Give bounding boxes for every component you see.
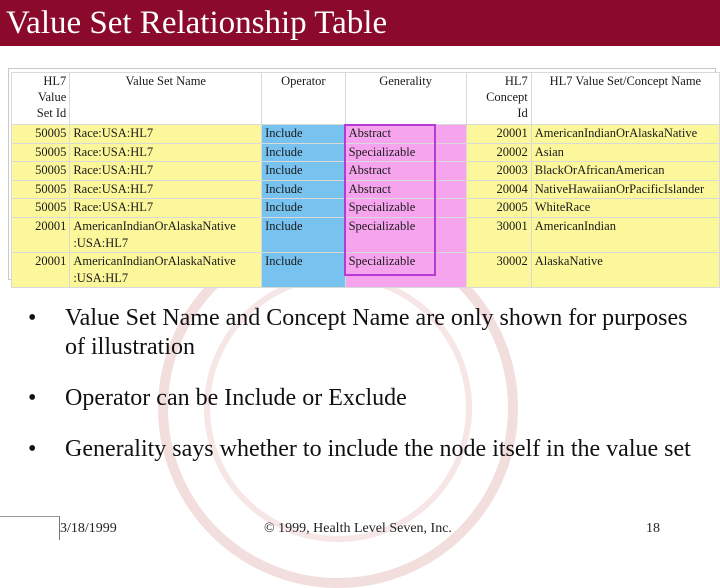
footer-page-number: 18 [646, 521, 660, 536]
cell-generality: Abstract [345, 162, 466, 181]
footer-copyright: © 1999, Health Level Seven, Inc. [264, 521, 452, 536]
cell-operator: Include [262, 143, 346, 162]
table-row [12, 252, 720, 287]
cell-concept-id: 20003 [466, 162, 531, 181]
cell-value-set-id: 20001 [12, 252, 70, 287]
header-concept-id: HL7 Concept Id [466, 73, 531, 125]
cell-operator: Include [262, 252, 346, 287]
cell-concept-id: 20005 [466, 199, 531, 218]
bullet-item [28, 435, 708, 464]
cell-generality: Specializable [345, 217, 466, 252]
cell-concept-name: BlackOrAfricanAmerican [531, 162, 719, 181]
cell-concept-name: WhiteRace [531, 199, 719, 218]
cell-concept-id: 20001 [466, 125, 531, 144]
bullet-text: Operator can be Include or Exclude [65, 385, 407, 411]
cell-value-set-id: 50005 [12, 199, 70, 218]
cell-generality: Abstract [345, 180, 466, 199]
cell-value-set-id: 50005 [12, 125, 70, 144]
bullet-item [28, 304, 708, 362]
header-concept-name: HL7 Value Set/Concept Name [531, 73, 719, 125]
cell-value-set-name: Race:USA:HL7 [70, 125, 262, 144]
cell-generality: Specializable [345, 143, 466, 162]
table-row [12, 199, 720, 218]
cell-value-set-id: 20001 [12, 217, 70, 252]
cell-generality: Specializable [345, 199, 466, 218]
cell-concept-name: NativeHawaiianOrPacificIslander [531, 180, 719, 199]
table-row [12, 162, 720, 181]
bullet-dot-icon: • [28, 385, 37, 411]
cell-concept-id: 30001 [466, 217, 531, 252]
value-set-relationship-table [11, 72, 720, 288]
cell-generality: Specializable [345, 252, 466, 287]
cell-concept-id: 30002 [466, 252, 531, 287]
cell-concept-id: 20002 [466, 143, 531, 162]
cell-value-set-name: Race:USA:HL7 [70, 180, 262, 199]
cell-generality: Abstract [345, 125, 466, 144]
cell-value-set-name: Race:USA:HL7 [70, 199, 262, 218]
footer-date: 3/18/1999 [60, 521, 117, 536]
table-header-row [12, 73, 720, 125]
title-bar [0, 0, 720, 46]
header-generality: Generality [345, 73, 466, 125]
cell-concept-name: AmericanIndian [531, 217, 719, 252]
cell-operator: Include [262, 125, 346, 144]
cell-value-set-id: 50005 [12, 143, 70, 162]
cell-value-set-name: AmericanIndianOrAlaskaNative :USA:HL7 [70, 217, 262, 252]
table-row [12, 125, 720, 144]
cell-operator: Include [262, 199, 346, 218]
cell-value-set-id: 50005 [12, 162, 70, 181]
table-row [12, 217, 720, 252]
cell-concept-name: Asian [531, 143, 719, 162]
bullet-dot-icon: • [28, 436, 37, 462]
bullet-dot-icon: • [28, 305, 37, 331]
cell-value-set-name: Race:USA:HL7 [70, 162, 262, 181]
cell-operator: Include [262, 162, 346, 181]
cell-operator: Include [262, 217, 346, 252]
cell-operator: Include [262, 180, 346, 199]
bullet-text: Generality says whether to include the node itself in the value set [65, 436, 691, 462]
cell-concept-id: 20004 [466, 180, 531, 199]
cell-concept-name: AlaskaNative [531, 252, 719, 287]
bullet-list [28, 304, 708, 486]
header-operator: Operator [262, 73, 346, 125]
header-value-set-name: Value Set Name [70, 73, 262, 125]
cell-value-set-name: Race:USA:HL7 [70, 143, 262, 162]
footer-divider [0, 516, 60, 517]
table-row [12, 180, 720, 199]
cell-concept-name: AmericanIndianOrAlaskaNative [531, 125, 719, 144]
bullet-item [28, 384, 708, 413]
table-row [12, 143, 720, 162]
header-value-set-id: HL7 Value Set Id [12, 73, 70, 125]
cell-value-set-id: 50005 [12, 180, 70, 199]
slide-title: Value Set Relationship Table [6, 5, 388, 41]
bullet-text: Value Set Name and Concept Name are only shown for purposes of illustration [65, 305, 688, 360]
cell-value-set-name: AmericanIndianOrAlaskaNative :USA:HL7 [70, 252, 262, 287]
